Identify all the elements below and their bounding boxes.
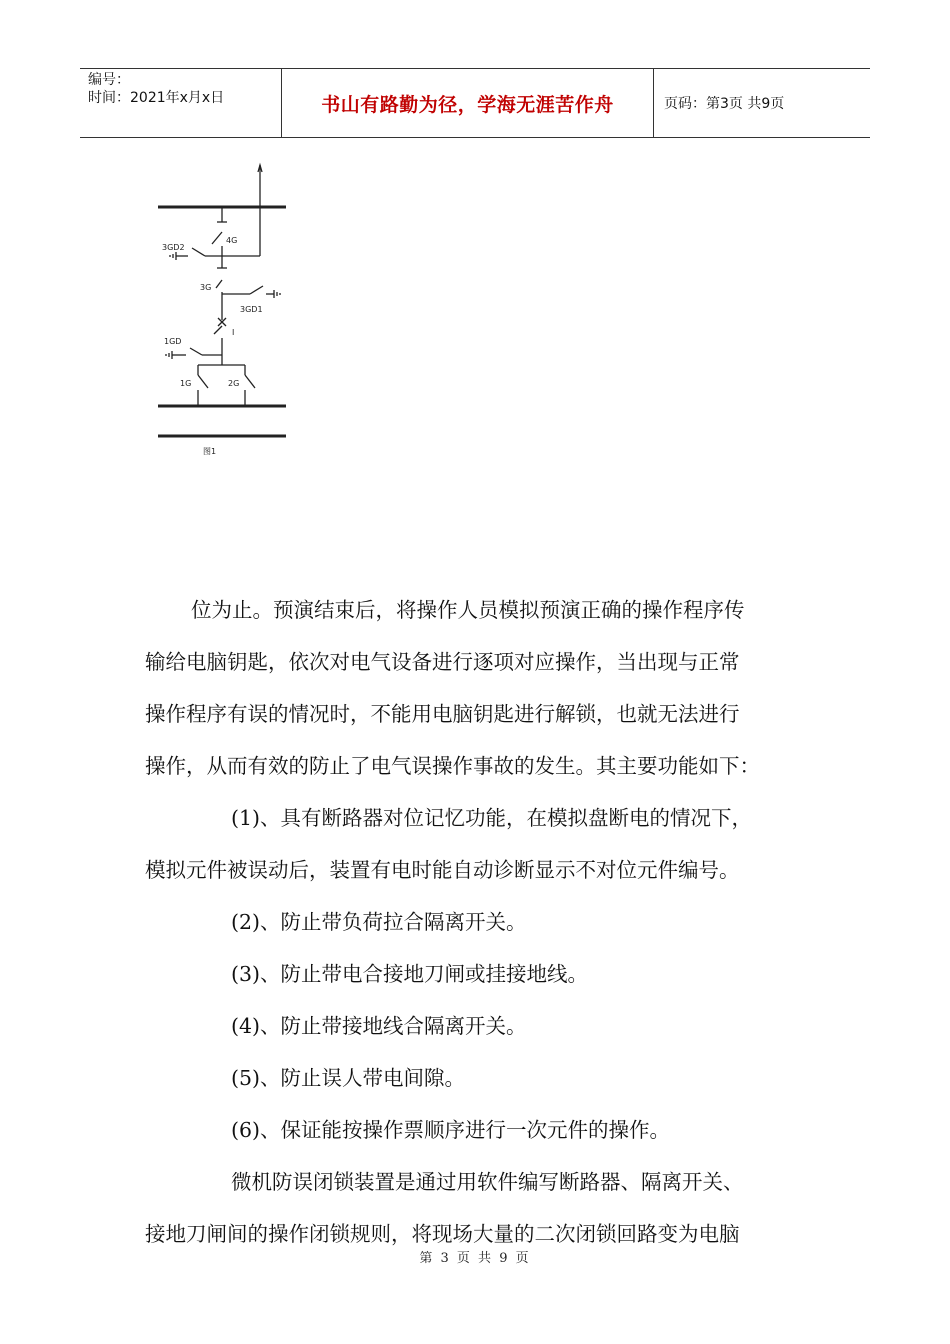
para1-line4: 操作，从而有效的防止了电气误操作事故的发生。其主要功能如下：	[145, 754, 760, 778]
para1-line2: 输给电脑钥匙，依次对电气设备进行逐项对应操作，当出现与正常	[145, 650, 740, 674]
para1-line3: 操作程序有误的情况时，不能用电脑钥匙进行解锁，也就无法进行	[145, 702, 740, 726]
item1-line1: (1)、具有断路器对位记忆功能，在模拟盘断电的情况下，	[231, 806, 753, 830]
para2-line1: 微机防误闭锁装置是通过用软件编写断路器、隔离开关、	[231, 1170, 744, 1194]
item6: (6)、保证能按操作票顺序进行一次元件的操作。	[231, 1118, 671, 1142]
motto: 书山有路勤为径，学海无涯苦作舟	[282, 69, 654, 137]
para1-line1: 位为止。预演结束后，将操作人员模拟预演正确的操作程序传	[191, 598, 745, 622]
header-table	[80, 68, 870, 138]
label-3gd2: 3GD2	[162, 243, 185, 252]
item1-line2: 模拟元件被误动后，装置有电时能自动诊断显示不对位元件编号。	[145, 858, 740, 882]
figure-caption: 图1	[203, 447, 217, 456]
wiring-diagram-figure	[150, 160, 295, 460]
label-3g: 3G	[200, 283, 212, 292]
label-2g: 2G	[228, 379, 240, 388]
item3: (3)、防止带电合接地刀闸或挂接地线。	[231, 962, 589, 986]
page-info: 页码：第3页 共9页	[664, 96, 785, 112]
para2-line2: 接地刀闸间的操作闭锁规则，将现场大量的二次闭锁回路变为电脑	[145, 1222, 740, 1246]
wiring-diagram	[150, 160, 295, 460]
label-1g: 1G	[180, 379, 192, 388]
label-4g: 4G	[226, 236, 238, 245]
date-label: 时间：2021年x月x日	[88, 90, 225, 106]
item5: (5)、防止误人带电间隙。	[231, 1066, 466, 1090]
body-text	[145, 584, 810, 1260]
header-left-cell	[80, 69, 282, 137]
label-3gd1: 3GD1	[240, 305, 263, 314]
item2: (2)、防止带负荷拉合隔离开关。	[231, 910, 527, 934]
item4: (4)、防止带接地线合隔离开关。	[231, 1014, 527, 1038]
page-footer: 第 3 页 共 9 页	[419, 1251, 531, 1266]
label-breaker: I	[232, 328, 235, 337]
number-label: 编号：	[88, 72, 130, 88]
label-1gd: 1GD	[164, 337, 182, 346]
